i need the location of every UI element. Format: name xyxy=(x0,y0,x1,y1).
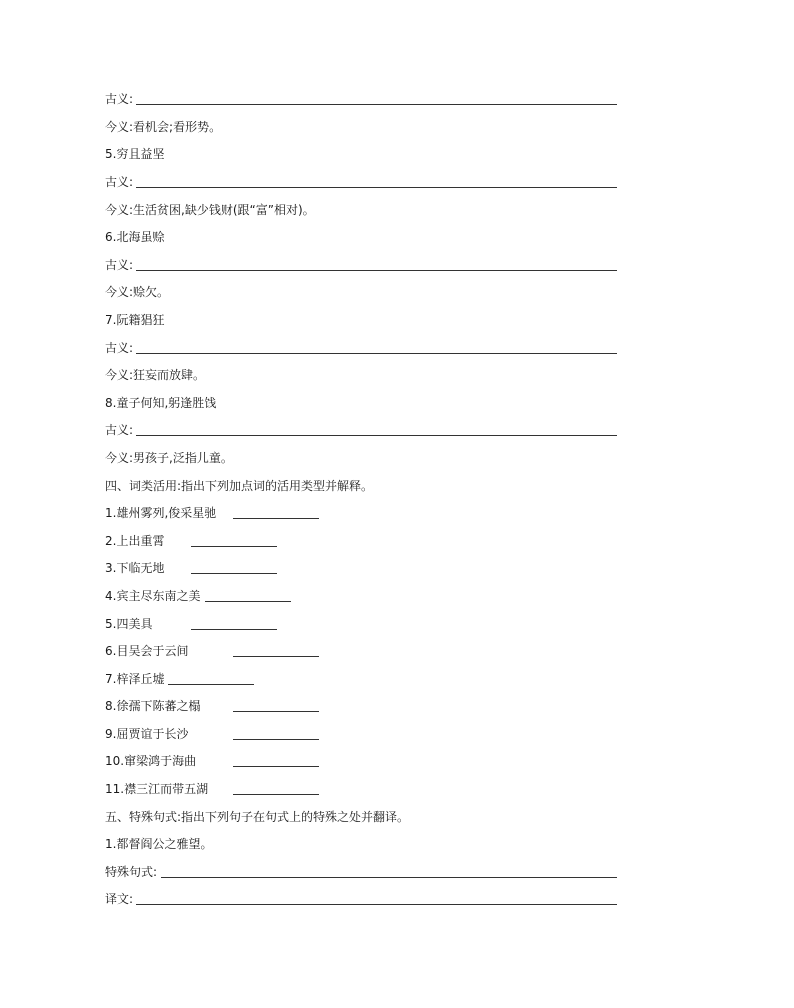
answer-blank[interactable] xyxy=(168,684,254,685)
text-line: 今义:看机会;看形势。 xyxy=(105,120,222,134)
text-line: 6.北海虽赊 xyxy=(105,230,165,244)
text-line: 7.阮籍猖狂 xyxy=(105,313,165,327)
answer-blank[interactable] xyxy=(233,766,319,767)
text-line: 五、特殊句式:指出下列句子在句式上的特殊之处并翻译。 xyxy=(105,810,410,824)
text-line: 8.童子何知,躬逢胜饯 xyxy=(105,396,217,410)
answer-blank[interactable] xyxy=(233,518,319,519)
text-line: 4.宾主尽东南之美 xyxy=(105,589,201,603)
text-line: 1.雄州雾列,俊采星驰 xyxy=(105,506,217,520)
answer-blank[interactable] xyxy=(205,601,291,602)
text-line: 四、词类活用:指出下列加点词的活用类型并解释。 xyxy=(105,479,374,493)
answer-blank[interactable] xyxy=(161,877,617,878)
text-line: 古义: xyxy=(105,92,134,106)
text-line: 7.梓泽丘墟 xyxy=(105,672,165,686)
text-line: 古义: xyxy=(105,423,134,437)
answer-blank[interactable] xyxy=(233,656,319,657)
answer-blank[interactable] xyxy=(191,629,277,630)
answer-blank[interactable] xyxy=(136,435,617,436)
text-line: 11.襟三江而带五湖 xyxy=(105,782,209,796)
text-line: 古义: xyxy=(105,175,134,189)
text-line: 2.上出重霄 xyxy=(105,534,165,548)
answer-blank[interactable] xyxy=(136,353,617,354)
text-line: 今义:狂妄而放肆。 xyxy=(105,368,206,382)
answer-blank[interactable] xyxy=(191,573,277,574)
text-line: 今义:生活贫困,缺少钱财(跟“富”相对)。 xyxy=(105,203,315,217)
answer-blank[interactable] xyxy=(233,739,319,740)
answer-blank[interactable] xyxy=(136,104,617,105)
text-line: 古义: xyxy=(105,258,134,272)
answer-blank[interactable] xyxy=(233,711,319,712)
text-line: 今义:男孩子,泛指儿童。 xyxy=(105,451,233,465)
text-line: 古义: xyxy=(105,341,134,355)
answer-blank[interactable] xyxy=(136,904,617,905)
text-line: 1.都督阎公之雅望。 xyxy=(105,837,213,851)
text-line: 3.下临无地 xyxy=(105,561,165,575)
text-line: 今义:赊欠。 xyxy=(105,285,170,299)
text-line: 5.四美具 xyxy=(105,617,153,631)
text-line: 10.窜梁鸿于海曲 xyxy=(105,754,197,768)
text-line: 5.穷且益坚 xyxy=(105,147,165,161)
answer-blank[interactable] xyxy=(233,794,319,795)
answer-blank[interactable] xyxy=(136,187,617,188)
text-line: 特殊句式: xyxy=(105,865,158,879)
text-line: 8.徐孺下陈蕃之榻 xyxy=(105,699,201,713)
text-line: 译文: xyxy=(105,892,134,906)
text-line: 6.目吴会于云间 xyxy=(105,644,189,658)
answer-blank[interactable] xyxy=(191,546,277,547)
answer-blank[interactable] xyxy=(136,270,617,271)
text-line: 9.屈贾谊于长沙 xyxy=(105,727,189,741)
